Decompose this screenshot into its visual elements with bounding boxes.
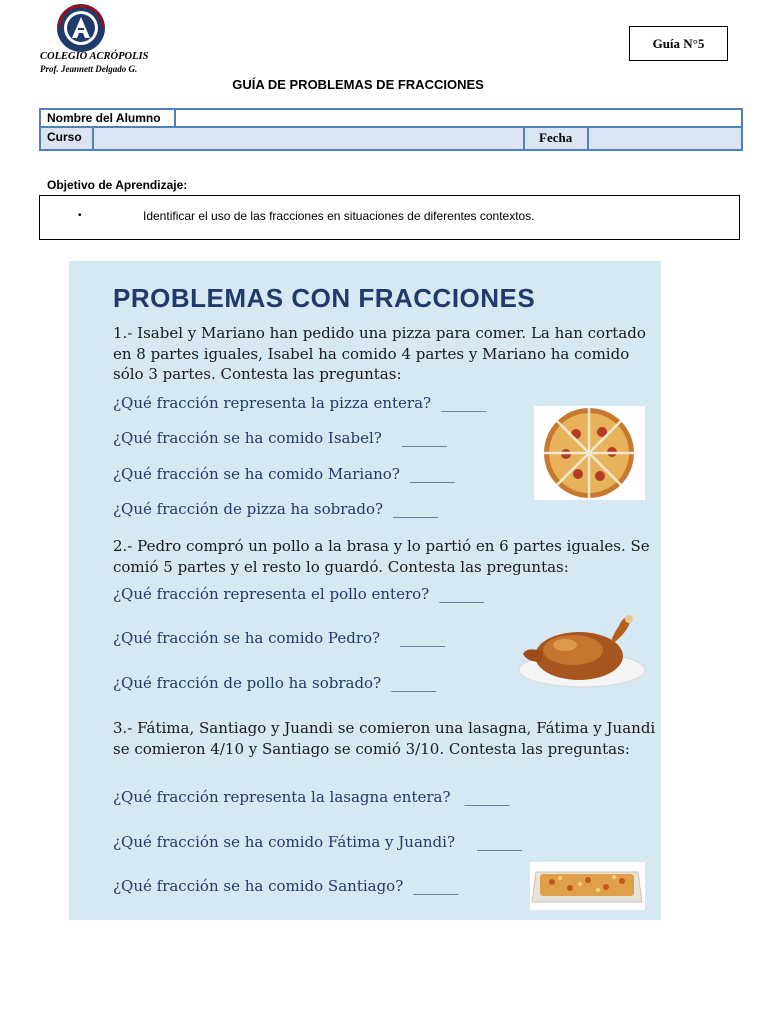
answer-blank: ______ [439,585,485,603]
guide-number: Guía N°5 [652,35,705,51]
answer-blank: ______ [477,833,522,851]
question-text: ¿Qué fracción representa el pollo entero? [113,585,430,603]
question-text: ¿Qué fracción de pizza ha sobrado? [113,500,384,518]
answer-blank: ______ [391,674,437,692]
student-name-row [41,110,741,128]
problem-3-question-1 [113,788,510,806]
problems-title: PROBLEMAS CON FRACCIONES [113,283,536,313]
problem-2-question-1 [113,585,484,603]
guide-number-box [629,26,728,61]
answer-blank: ______ [413,877,459,895]
problem-3-question-2 [113,833,522,851]
question-text: ¿Qué fracción se ha comido Isabel? [113,429,382,447]
student-name-label: Nombre del Alumno [47,111,161,125]
table-divider [587,128,589,149]
table-divider [523,128,525,149]
school-logo [50,2,112,54]
bullet-icon: • [78,210,82,221]
objective-heading: Objetivo de Aprendizaje: [47,178,188,192]
question-text: ¿Qué fracción representa la lasagna entera? [113,788,451,806]
problem-2-statement: 2.- Pedro compró un pollo a la brasa y lo partió en 6 partes iguales. Se comió 5 partes y el resto lo guardó. Contesta las preguntas: [113,537,650,576]
problem-2-question-3 [113,674,436,692]
document-title: GUÍA DE PROBLEMAS DE FRACCIONES [232,77,484,92]
problem-2-question-2 [113,629,445,647]
answer-blank: ______ [401,429,447,447]
date-label: Fecha [539,130,573,145]
question-text: ¿Qué fracción se ha comido Pedro? [113,629,381,647]
problem-3-statement: 3.- Fátima, Santiago y Juandi se comieron una lasagna, Fátima y Juandi se comieron 4/10 y Santiago se comió 3/10. Contesta las preguntas: [113,719,656,758]
answer-blank: ______ [393,500,439,518]
problem-1-question-3 [113,465,455,483]
school-name-block [40,51,170,75]
question-text: ¿Qué fracción representa la pizza entera? [113,394,432,412]
problem-1-statement: 1.- Isabel y Mariano han pedido una pizza para comer. La han cortado en 8 partes iguales, Isabel ha comido 4 partes y Mariano ha comido sólo 3 partes. Contesta las preguntas: [113,324,646,383]
question-text: ¿Qué fracción se ha comido Fátima y Juandi? [113,833,455,851]
course-label: Curso [47,130,82,144]
teacher-name: Prof. Jeannett Delgado G. [40,64,138,74]
school-name: COLEGIO ACRÓPOLIS [40,51,149,62]
answer-blank: ______ [441,394,487,412]
problem-1-question-4 [113,500,438,518]
question-text: ¿Qué fracción se ha comido Mariano? [113,465,400,483]
question-text: ¿Qué fracción de pollo ha sobrado? [113,674,382,692]
lasagna-image [530,862,645,910]
roast-chicken-image [517,612,647,690]
answer-blank: ______ [464,788,510,806]
table-divider [174,110,176,126]
table-divider [92,128,94,149]
objective-text: Identificar el uso de las fracciones en situaciones de diferentes contextos. [143,209,535,223]
pizza-image [534,406,645,500]
course-date-row [41,128,741,149]
answer-blank: ______ [400,629,446,647]
problem-3-question-3 [113,877,458,895]
student-info-table [39,108,743,151]
problem-1-question-2 [113,429,447,447]
problem-1-question-1 [113,394,486,412]
question-text: ¿Qué fracción se ha comido Santiago? [113,877,404,895]
answer-blank: ______ [409,465,455,483]
